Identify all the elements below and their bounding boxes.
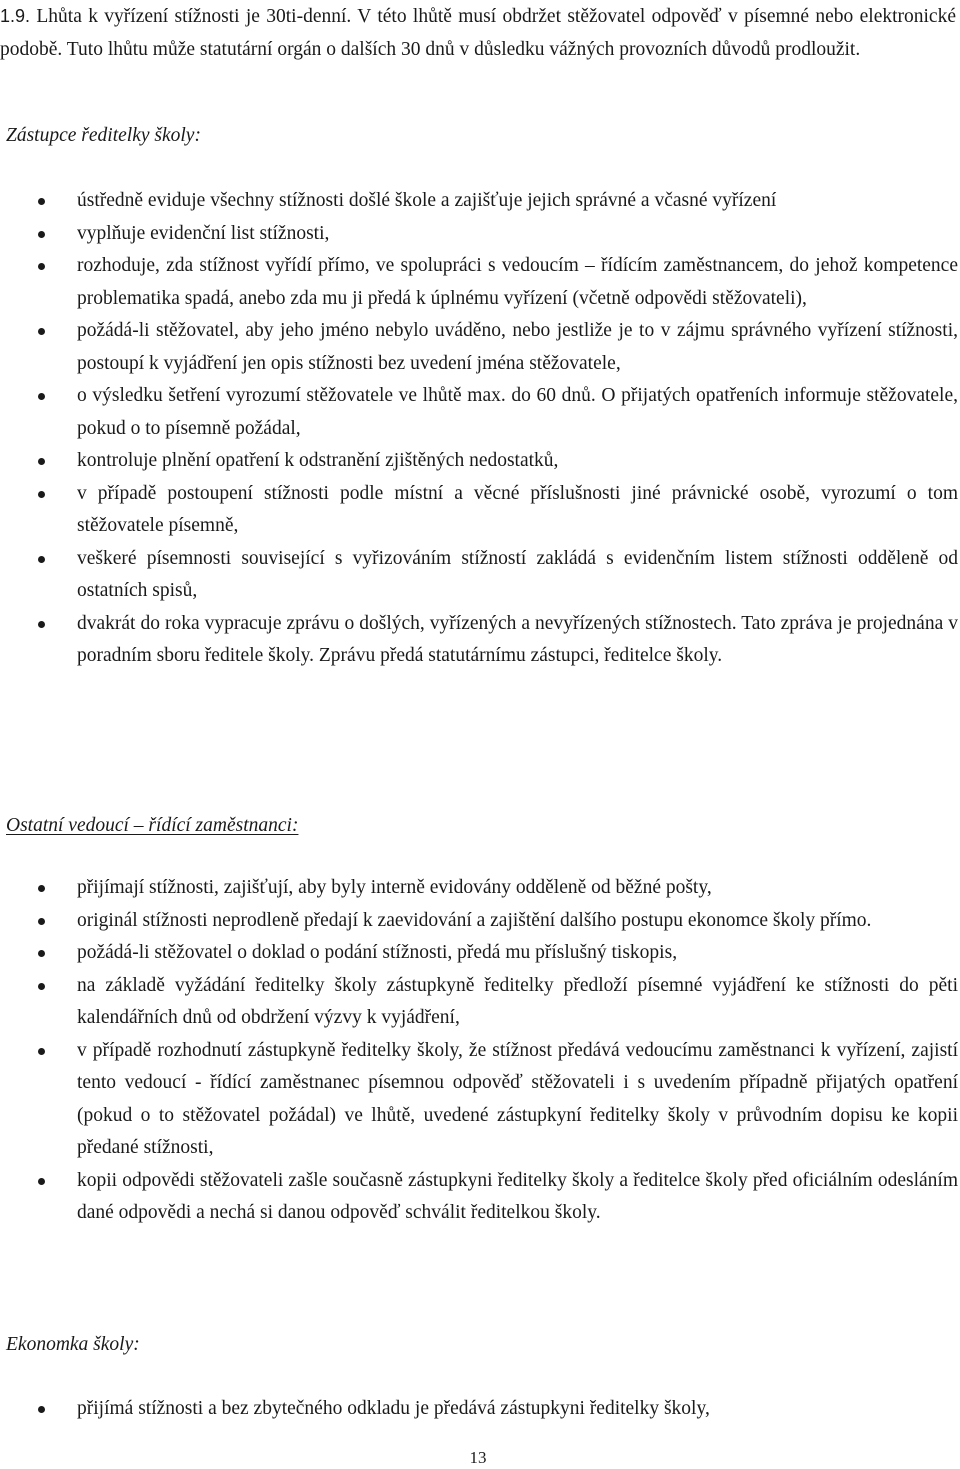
- list-item: v případě rozhodnutí zástupkyně ředitelky školy, že stížnost předává vedoucímu zaměstnanci k vyřízení, zajistí tento vedoucí - řídící zaměstnanec písemnou odpověď stěžovateli i s uvedením případně přijatých opatření (pokud o to stěžovatel požádal) ve lhůtě, uvedené zástupkyní ředitelky školy v průvodním dopisu ke kopii předané stížnosti,: [0, 1035, 958, 1165]
- heading-deputy-director: Zástupce ředitelky školy:: [6, 125, 201, 146]
- list-item: ústředně eviduje všechny stížnosti došlé škole a zajišťuje jejich správné a včasné vyřízení: [0, 185, 958, 218]
- bullet-icon: [38, 198, 45, 205]
- bullet-icon: [38, 491, 45, 498]
- list-item: přijímá stížnosti a bez zbytečného odkladu je předává zástupkyni ředitelky školy,: [0, 1393, 958, 1426]
- intro-text: Lhůta k vyřízení stížnosti je 30ti-denní. V této lhůtě musí obdržet stěžovatel odpověď v písemné nebo elektronické podobě. Tuto lhůtu může statutární orgán o dalších 30 dnů v důsledku vážných provozních důvodů prodloužit.: [0, 6, 956, 60]
- page-number: 13: [469, 1448, 487, 1467]
- list-item: požádá-li stěžovatel o doklad o podání stížnosti, předá mu příslušný tiskopis,: [0, 937, 958, 970]
- heading-other-managers: Ostatní vedoucí – řídící zaměstnanci:: [6, 815, 299, 836]
- list-item: kontroluje plnění opatření k odstranění zjištěných nedostatků,: [0, 445, 958, 478]
- bullet-icon: [38, 621, 45, 628]
- list-item: kopii odpovědi stěžovateli zašle současně zástupkyni ředitelky školy a ředitelce školy před oficiálním odesláním dané odpovědi a nechá si danou odpověď schválit ředitelkou školy.: [0, 1165, 958, 1230]
- bullet-icon: [38, 983, 45, 990]
- bullet-icon: [38, 393, 45, 400]
- list-item: požádá-li stěžovatel, aby jeho jméno nebylo uváděno, nebo jestliže je to v zájmu správného vyřízení stížnosti, postoupí k vyjádření jen opis stížnosti bez uvedení jména stěžovatele,: [0, 315, 958, 380]
- heading-economist: Ekonomka školy:: [6, 1334, 140, 1355]
- bullet-icon: [38, 1406, 45, 1413]
- section-number: 1.9.: [0, 6, 31, 26]
- list-item: originál stížnosti neprodleně předají k zaevidování a zajištění dalšího postupu ekonomce školy přímo.: [0, 905, 958, 938]
- list-economist: [0, 1393, 958, 1426]
- bullet-icon: [38, 231, 45, 238]
- bullet-icon: [38, 328, 45, 335]
- list-other-managers: [0, 872, 958, 1230]
- bullet-icon: [38, 1048, 45, 1055]
- bullet-icon: [38, 556, 45, 563]
- bullet-icon: [38, 458, 45, 465]
- list-item: přijímají stížnosti, zajišťují, aby byly interně evidovány odděleně od běžné pošty,: [0, 872, 958, 905]
- bullet-icon: [38, 263, 45, 270]
- list-item: dvakrát do roka vypracuje zprávu o došlých, vyřízených a nevyřízených stížnostech. Tato zpráva je projednána v poradním sboru ředitele školy. Zprávu předá statutárnímu zástupci, ředitelce školy.: [0, 608, 958, 673]
- list-item: o výsledku šetření vyrozumí stěžovatele ve lhůtě max. do 60 dnů. O přijatých opatřeních informuje stěžovatele, pokud o to písemně požádal,: [0, 380, 958, 445]
- bullet-icon: [38, 1178, 45, 1185]
- intro-paragraph: [0, 0, 956, 66]
- list-item: rozhoduje, zda stížnost vyřídí přímo, ve spolupráci s vedoucím – řídícím zaměstnancem, do jehož kompetence problematika spadá, anebo zda mu ji předá k úplnému vyřízení (včetně odpovědi stěžovateli),: [0, 250, 958, 315]
- bullet-icon: [38, 918, 45, 925]
- bullet-icon: [38, 885, 45, 892]
- list-item: vyplňuje evidenční list stížnosti,: [0, 218, 958, 251]
- list-item: veškeré písemnosti související s vyřizováním stížností zakládá s evidenčním listem stížnosti odděleně od ostatních spisů,: [0, 543, 958, 608]
- list-item: v případě postoupení stížnosti podle místní a věcné příslušnosti jiné právnické osobě, vyrozumí o tom stěžovatele písemně,: [0, 478, 958, 543]
- list-deputy-director: [0, 185, 958, 673]
- list-item: na základě vyžádání ředitelky školy zástupkyně ředitelky předloží písemné vyjádření ke stížnosti do pěti kalendářních dnů od obdržení výzvy k vyjádření,: [0, 970, 958, 1035]
- bullet-icon: [38, 950, 45, 957]
